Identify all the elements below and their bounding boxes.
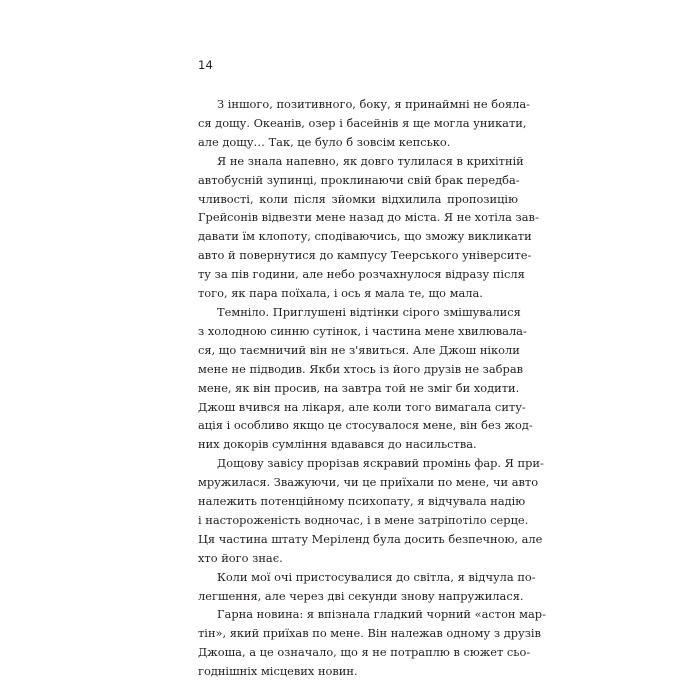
text-line: ся дощу. Океанів, озер і басейнів я ще могла уникати, bbox=[198, 115, 527, 130]
text-line: авто й повернутися до кампусу Теерського університе- bbox=[198, 248, 532, 263]
text-line: Дощову завісу прорізав яскравий промінь фар. Я при- bbox=[217, 456, 544, 471]
text-line: належить потенційному психопату, я відчувала надію bbox=[198, 494, 526, 509]
text-line: годнішніх місцевих новин. bbox=[198, 664, 358, 679]
text-line: Темніло. Приглушені відтінки сірого змішувалися bbox=[217, 304, 521, 319]
text-line: Ця частина штату Меріленд була досить безпечною, але bbox=[198, 531, 543, 546]
page-number: 14 bbox=[198, 58, 214, 72]
text-line: них докорів сумління вдавався до насильства. bbox=[198, 437, 477, 452]
text-line: ся, що таємничий він не з'явиться. Але Джош ніколи bbox=[198, 342, 520, 357]
text-line: того, як пара поїхала, і ось я мала те, що мала. bbox=[198, 286, 483, 301]
text-line: хто його знає. bbox=[198, 550, 283, 565]
text-line: і настороженість водночас, і в мене затріпотіло серце. bbox=[198, 512, 529, 527]
text-line: З іншого, позитивного, боку, я принаймні не бояла- bbox=[217, 97, 531, 111]
text-line: Коли мої очі пристосувалися до світла, я відчула по- bbox=[217, 569, 536, 584]
text-line: Гарна новина: я впізнала гладкий чорний «астон мар- bbox=[217, 607, 546, 622]
text-line: автобусній зупинці, проклинаючи свій брак передба- bbox=[198, 172, 520, 187]
text-line: тін», який приїхав по мене. Він належав одному з друзів bbox=[198, 626, 541, 641]
text-line: Я не знала напевно, як довго тулилася в крихітній bbox=[217, 153, 524, 168]
paragraph bbox=[198, 152, 539, 303]
text-line: мружилася. Зважуючи, чи це приїхали по мене, чи авто bbox=[198, 475, 539, 490]
paragraph bbox=[198, 568, 536, 606]
paragraph bbox=[198, 454, 544, 567]
body-text bbox=[198, 95, 546, 681]
text-line: давати їм клопоту, сподіваючись, що зможу викликати bbox=[198, 229, 532, 244]
text-line: ту за пів години, але небо розчахнулося відразу після bbox=[198, 267, 525, 282]
text-line: мене не підводив. Якби хтось із його друзів не забрав bbox=[198, 361, 524, 376]
text-line: з холодною синню сутінок, і частина мене хвилювала- bbox=[198, 323, 527, 338]
text-line: мене, як він просив, на завтра той не зміг би ходити. bbox=[198, 380, 520, 395]
text-line: Грейсонів відвезти мене назад до міста. Я не хотіла зав- bbox=[198, 210, 539, 225]
text-line: ація і особливо якщо це стосувалося мене, він без жод- bbox=[198, 418, 533, 433]
text-line: Джош вчився на лікаря, але коли того вимагала ситу- bbox=[198, 399, 526, 414]
text-line: Джоша, а це означало, що я не потраплю в сюжет сьо- bbox=[198, 645, 531, 660]
paragraph bbox=[198, 303, 533, 454]
text-line: але дощу… Так, це було б зовсім кепсько. bbox=[198, 134, 451, 149]
paragraph bbox=[198, 95, 531, 152]
text-line: чливості, коли після зйомки відхилила пропозицію bbox=[198, 191, 518, 206]
text-line: легшення, але через дві секунди знову напружилася. bbox=[198, 588, 524, 603]
paragraph bbox=[198, 605, 546, 681]
